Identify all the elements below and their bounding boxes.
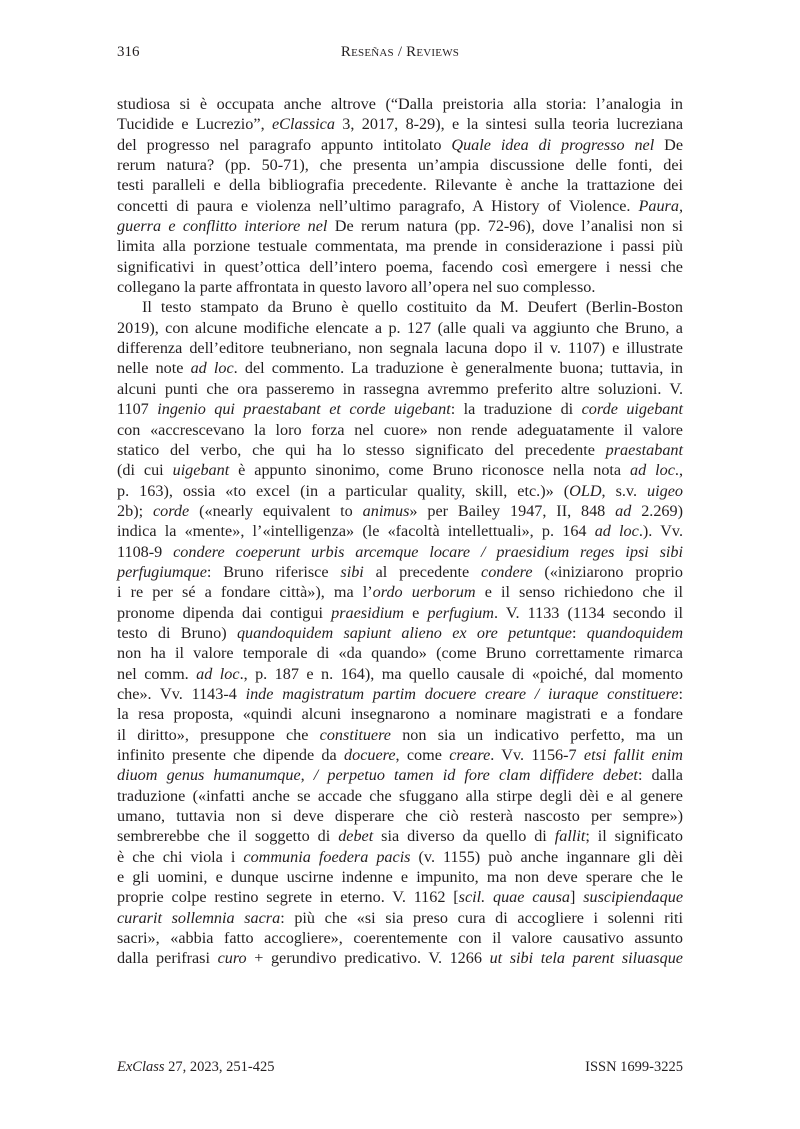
text-run: Il testo stampato da Bruno è quello costituito da M. Deufert (Berlin-Boston <box>142 298 683 317</box>
text-line <box>117 236 683 256</box>
italic-text: corde uigebant <box>581 400 683 419</box>
italic-text: eClassica <box>271 115 335 134</box>
text-line <box>117 196 683 216</box>
text-run: 1107 <box>117 400 158 419</box>
text-run: limita alla porzione testuale commentata, ma prende in considerazione i passi più <box>117 237 683 256</box>
text-run: statico del verbo, che qui ha lo stesso significato del precedente <box>117 440 606 459</box>
text-line <box>117 582 683 602</box>
italic-text: OLD <box>569 481 602 500</box>
text-line <box>117 216 683 236</box>
text-run: : dalla <box>637 766 683 785</box>
text-run: collegano la parte affrontata in questo lavoro all’opera nel suo complesso. <box>117 278 596 297</box>
text-line <box>117 664 683 684</box>
text-run: De rerum natura (pp. 72-96), dove l’analisi non si <box>327 217 683 236</box>
text-run: .). Vv. <box>638 522 683 541</box>
italic-text: scil. quae causa <box>458 888 571 907</box>
italic-text: uigeo <box>647 481 684 500</box>
running-head-title: Reseñas / Reviews <box>340 44 460 60</box>
text-line <box>117 501 683 521</box>
text-run: (v. 1155) può anche ingannare gli dèi <box>410 847 683 866</box>
text-line <box>117 908 683 928</box>
italic-text: ad loc <box>630 461 675 480</box>
text-line <box>117 806 683 826</box>
italic-text: debet <box>338 827 374 846</box>
text-run: significativi in quest’ottica dell’intero poema, facendo così emergere i nessi che <box>117 257 683 276</box>
italic-text: inde magistratum partim docuere creare / iuraque constituere <box>245 684 679 703</box>
text-run: umano, tuttavia non si deve disperare che ciò resterà nascosto per sempre») <box>117 807 683 826</box>
text-line <box>117 521 683 541</box>
text-line <box>117 786 683 806</box>
italic-text: constituere <box>319 725 391 744</box>
text-run: . del commento. La traduzione è generalmente buona; tuttavia, in <box>233 359 683 378</box>
text-run: concetti di paura e violenza nell’ultimo paragrafo, A History of Violence. <box>117 196 639 215</box>
italic-text: Paura, <box>638 196 683 215</box>
text-run: e gli uomini, e dunque uscirne indenne e impunito, ma non deve sperare che le <box>117 868 683 887</box>
text-run: : la traduzione di <box>450 400 582 419</box>
text-line <box>117 358 683 378</box>
text-run: , come <box>395 746 450 764</box>
text-line <box>117 562 683 582</box>
text-line <box>117 175 683 195</box>
text-run: » per Bailey 1947, II, 848 <box>409 501 616 520</box>
text-run: p. 163), ossia «to excel (in a particular quality, skill, etc.)» ( <box>117 481 570 500</box>
text-run: 1108-9 <box>117 542 174 561</box>
text-line <box>117 704 683 724</box>
text-run: alcuni punti che ora passeremo in rassegna avremmo preferito altre soluzioni. V. <box>117 379 683 398</box>
text-line <box>117 379 683 399</box>
text-run: sembrerebbe che il soggetto di <box>117 827 339 846</box>
text-run: . V. 1133 (1134 secondo il <box>493 603 683 622</box>
italic-text: ad loc <box>190 359 234 378</box>
text-run: («nearly equivalent to <box>189 501 363 520</box>
text-line <box>117 440 683 460</box>
text-run: infinito presente che dipende da <box>117 746 344 764</box>
text-run: i re per sé a fondare città»), ma l’ <box>117 583 373 602</box>
italic-text: condere <box>481 562 533 581</box>
text-run: De <box>654 135 684 154</box>
text-line <box>117 420 683 440</box>
journal-name: ExClass <box>117 1059 165 1075</box>
volume-year-pages: 27, 2023, 251-425 <box>164 1059 275 1075</box>
italic-text: Quale idea di progresso nel <box>451 135 655 154</box>
text-run: è appunto sinonimo, come Bruno riconosce nella nota <box>229 461 631 480</box>
italic-text: corde <box>152 501 190 520</box>
italic-text: curo <box>217 949 247 968</box>
italic-text: ad loc <box>594 522 639 541</box>
italic-text: ad loc <box>196 664 240 683</box>
text-run: pronome dipenda dai contigui <box>117 603 332 622</box>
italic-text: creare <box>449 746 491 764</box>
italic-text: etsi fallit enim <box>583 746 683 764</box>
text-line <box>117 623 683 643</box>
text-run: proprie colpe restino segrete in eterno. V. 1162 [ <box>117 888 459 907</box>
text-line <box>117 257 683 277</box>
running-header <box>117 44 683 66</box>
italic-text: praesidium <box>331 603 404 622</box>
text-run: del progresso nel paragrafo appunto intitolato <box>117 135 452 154</box>
text-line <box>117 94 683 114</box>
text-line <box>117 297 683 317</box>
text-line <box>117 684 683 704</box>
italic-text: ordo uerborum <box>372 583 476 602</box>
text-run: . Vv. 1156-7 <box>490 746 584 764</box>
text-run: ., p. 187 e n. 164), ma quello causale di «poiché, dal momento <box>239 664 683 683</box>
text-run: che». Vv. 1143-4 <box>117 684 246 703</box>
issn-label: ISSN 1699-3225 <box>585 1059 683 1075</box>
text-run: : <box>678 684 683 703</box>
text-run: 2019), con alcune modifiche elencate a p. 127 (alle quali va aggiunto che Bruno, a <box>117 318 683 337</box>
italic-text: perfugium <box>427 603 494 622</box>
text-run: sacri», «abbia fatto accogliere», coerentemente con il valore causativo assunto <box>117 929 683 948</box>
text-run: ., <box>674 461 683 480</box>
journal-citation <box>117 1059 275 1076</box>
italic-text: docuere <box>344 746 396 764</box>
text-line <box>117 338 683 358</box>
text-line <box>117 867 683 887</box>
text-run: il diritto», presuppone che <box>117 725 320 744</box>
text-run: 3, 2017, 8-29), e la sintesi sulla teoria lucreziana <box>334 115 683 134</box>
text-run: testo di Bruno) <box>117 623 237 642</box>
review-body-text <box>117 94 683 969</box>
text-run: con «accrescevano la loro forza nel cuore» non rende adeguatamente il valore <box>117 420 683 439</box>
text-line <box>117 542 683 562</box>
italic-text: ingenio qui praestabant et corde uigebant <box>157 400 451 419</box>
text-run: («iniziarono proprio <box>532 562 683 581</box>
text-run: la resa proposta, «quindi alcuni insegnarono a nominare magistrati e a fondare <box>117 705 683 724</box>
text-run: : <box>571 623 587 642</box>
text-run: differenza dell’editore teubneriano, non segnala lacuna dopo il v. 1107) e illustrate <box>117 339 683 358</box>
text-run: testi paralleli e della bibliografia precedente. Rilevante è anche la trattazione dei <box>117 176 683 195</box>
text-line <box>117 643 683 663</box>
text-run: nelle note <box>117 359 191 378</box>
text-run: sia diverso da quello di <box>373 827 555 846</box>
italic-text: quandoquidem <box>586 623 684 642</box>
italic-text: uigebant <box>172 461 230 480</box>
italic-text: praestabant <box>605 440 683 459</box>
text-run: indica la «mente», l’«intelligenza» (le «facoltà intellettuali», p. 164 <box>117 522 595 541</box>
text-run: rerum natura? (pp. 50-71), che presenta un’ampia discussione delle fonti, dei <box>117 156 683 175</box>
text-run: dalla perifrasi <box>117 949 218 968</box>
page-number: 316 <box>117 44 140 60</box>
text-run: ; il significato <box>585 827 683 846</box>
text-line <box>117 603 683 623</box>
text-run: Tucidide e Lucrezio”, <box>117 115 272 134</box>
text-line <box>117 277 683 297</box>
text-run: 2.269) <box>631 501 684 520</box>
italic-text: condere coeperunt urbis arcemque locare / praesidium reges ipsi sibi <box>173 542 683 561</box>
text-line <box>117 928 683 948</box>
text-run: : Bruno riferisce <box>206 562 341 581</box>
text-run: non ha il valore temporale di «da quando» (come Bruno correttamente rimarca <box>117 644 683 663</box>
text-line <box>117 114 683 134</box>
text-run: 2b); <box>117 501 153 520</box>
text-line <box>117 765 683 785</box>
text-run: e <box>403 603 428 622</box>
text-run: studiosa si è occupata anche altrove (“Dalla preistoria alla storia: l’analogia in <box>117 95 683 113</box>
italic-text: diuom genus humanumque, / perpetuo tamen id fore clam diffidere debet <box>117 766 638 785</box>
text-run: traduzione («infatti anche se accade che sfuggano alla stirpe degli dèi e al genere <box>117 786 683 805</box>
italic-text: ut sibi tela parent siluasque <box>489 949 683 968</box>
text-run: e il senso richiedono che il <box>475 583 683 602</box>
text-line <box>117 399 683 419</box>
text-line <box>117 826 683 846</box>
text-run: : più che «si sia preso cura di accogliere i solenni riti <box>280 908 683 927</box>
text-line <box>117 887 683 907</box>
text-run: + gerundivo predicativo. V. 1266 <box>246 949 490 968</box>
italic-text: guerra e conflitto interiore nel <box>117 217 328 236</box>
text-line <box>117 135 683 155</box>
italic-text: communia foedera pacis <box>243 847 411 866</box>
text-run: (di cui <box>117 461 173 480</box>
text-line <box>117 847 683 867</box>
text-line <box>117 318 683 338</box>
text-run: ] <box>570 888 584 907</box>
italic-text: animus <box>362 501 410 520</box>
italic-text: quandoquidem sapiunt alieno ex ore petuntque <box>236 623 572 642</box>
text-line <box>117 745 683 765</box>
italic-text: ad <box>615 501 632 520</box>
text-run: , s.v. <box>601 481 648 500</box>
text-line <box>117 725 683 745</box>
text-run: al precedente <box>363 562 482 581</box>
text-run: non sia un indicativo perfetto, ma un <box>390 725 684 744</box>
text-line <box>117 155 683 175</box>
text-line <box>117 948 683 968</box>
italic-text: curarit sollemnia sacra <box>117 908 281 927</box>
italic-text: suscipiendaque <box>583 888 684 907</box>
italic-text: perfugiumque <box>117 562 207 581</box>
text-run: nel comm. <box>117 664 197 683</box>
italic-text: sibi <box>340 562 364 581</box>
text-line <box>117 481 683 501</box>
text-line <box>117 460 683 480</box>
italic-text: fallit <box>554 827 586 846</box>
text-run: è che chi viola i <box>117 847 244 866</box>
